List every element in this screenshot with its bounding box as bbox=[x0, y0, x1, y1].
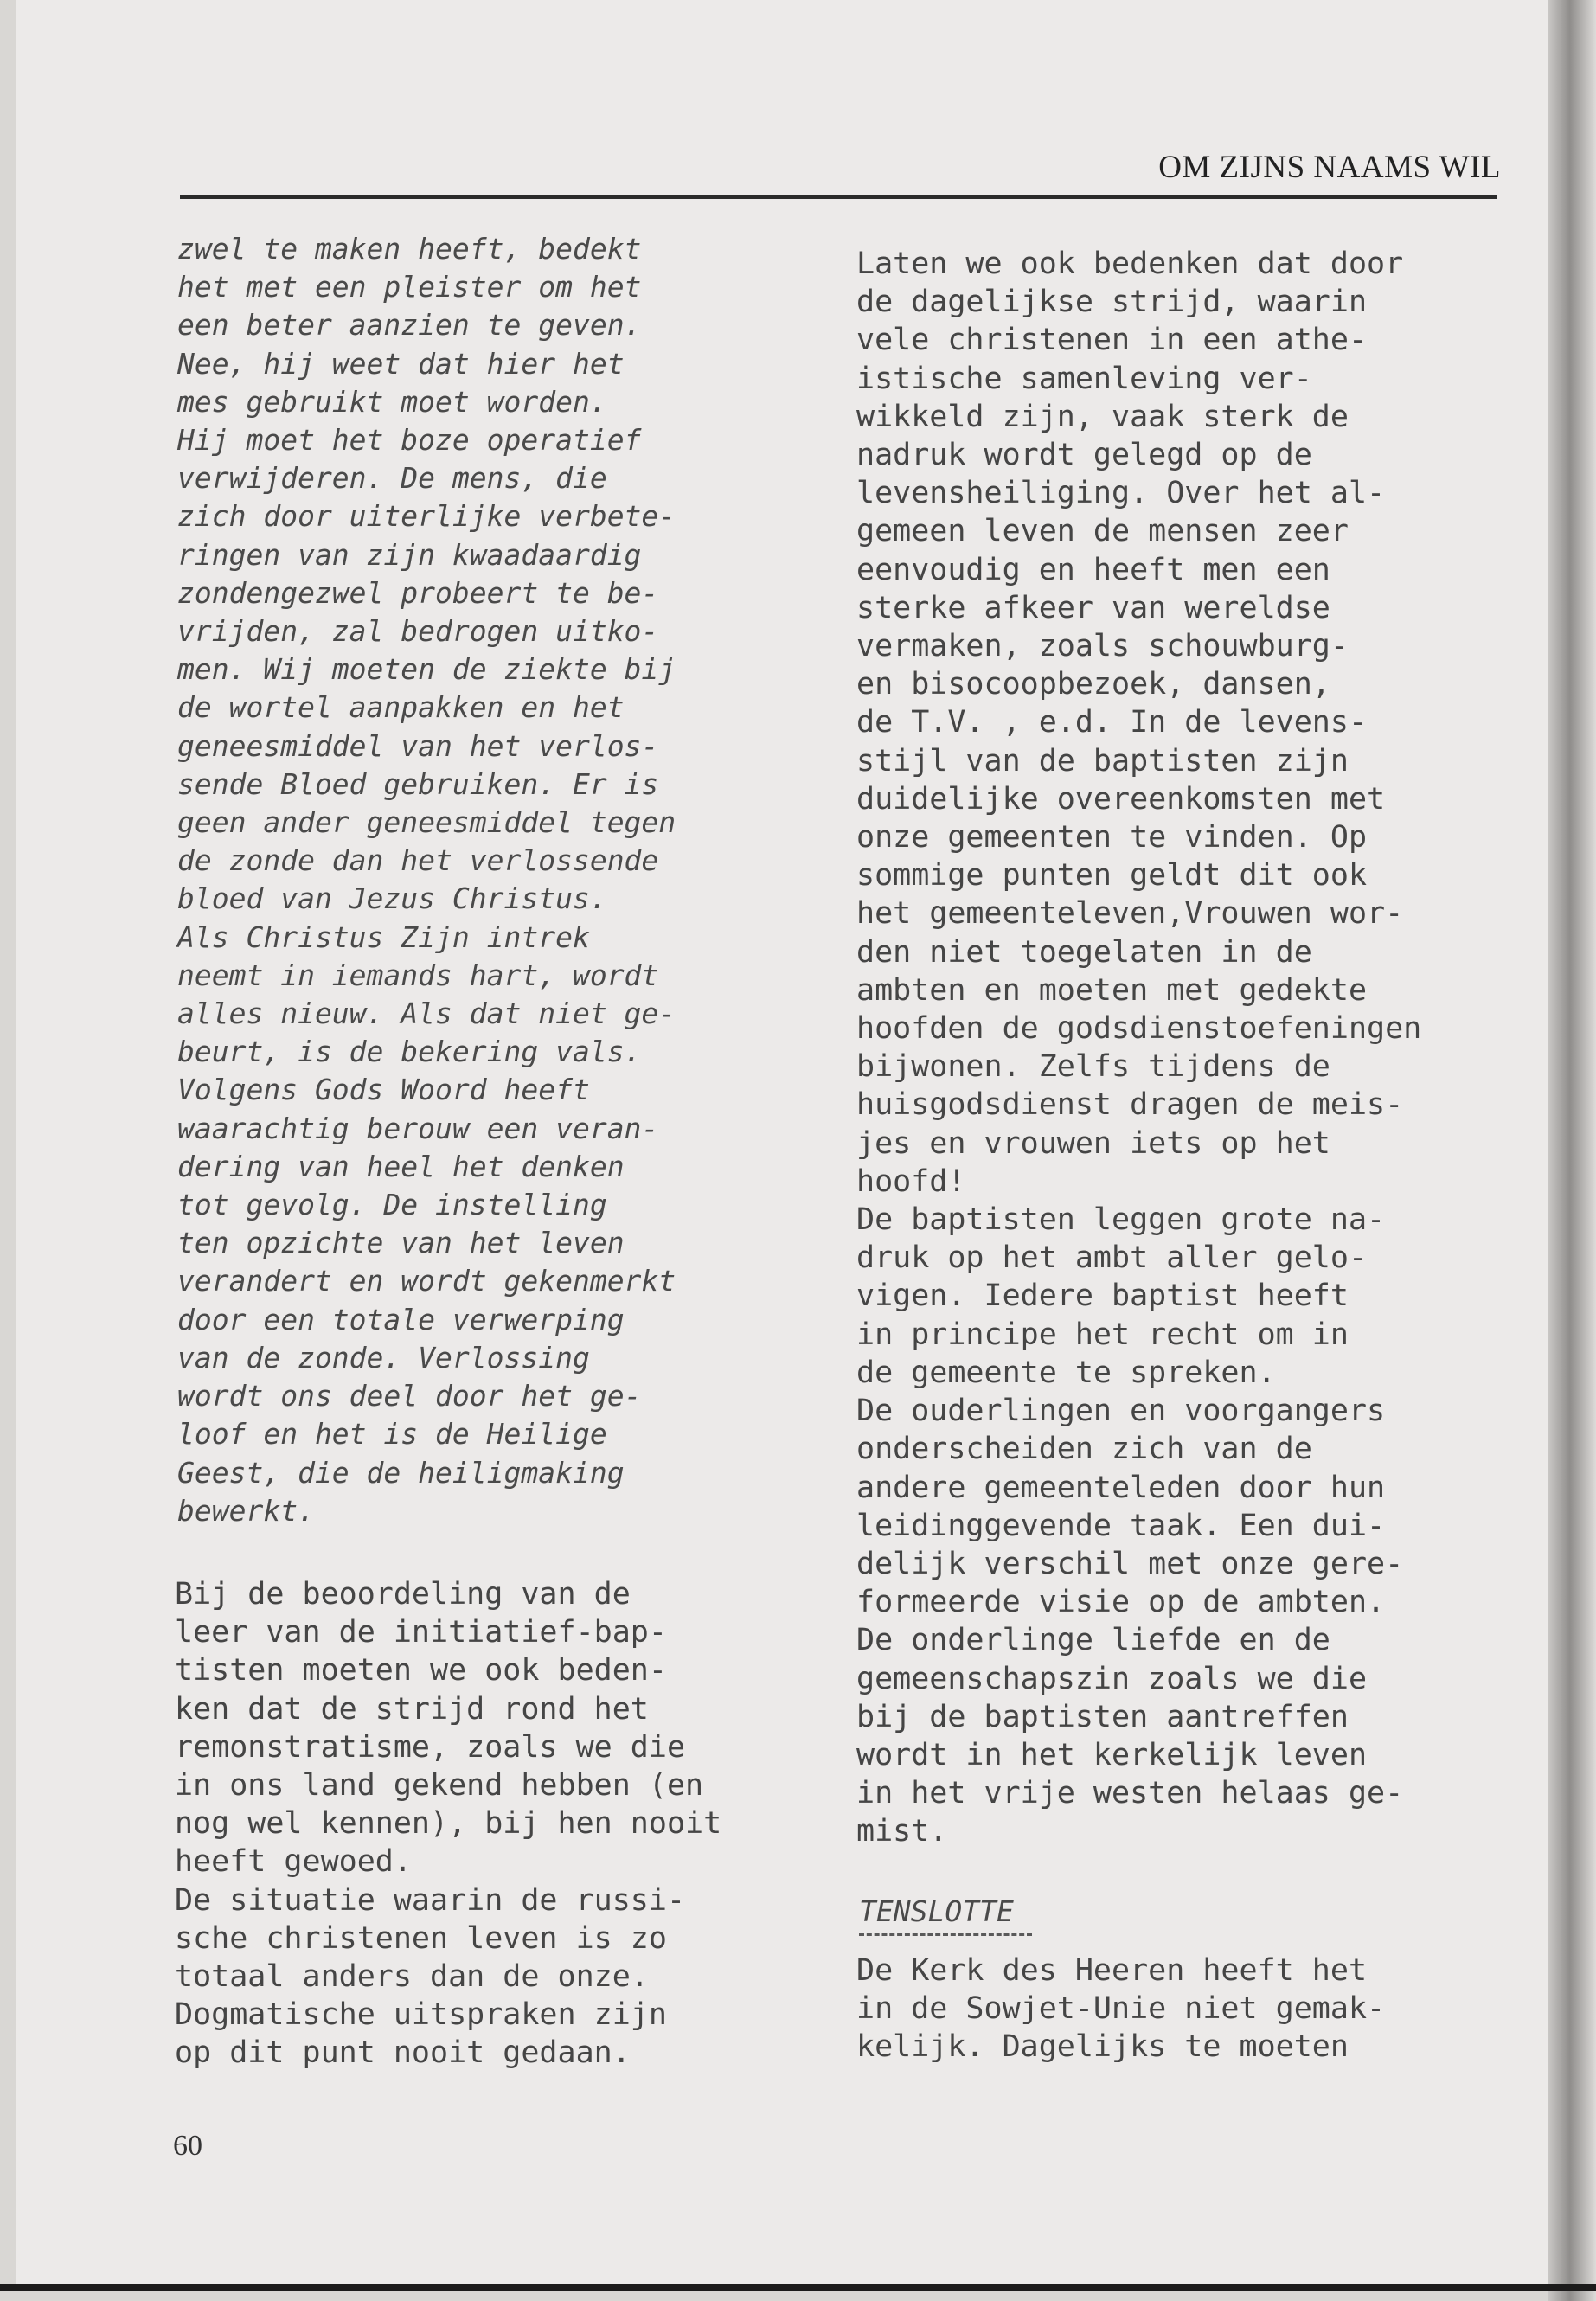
running-title: OM ZIJNS NAAMS WIL bbox=[1158, 150, 1501, 185]
header-rule bbox=[180, 195, 1497, 199]
section-heading-tenslotte: TENSLOTTE bbox=[859, 1894, 1014, 1928]
section-heading-underline bbox=[859, 1933, 1032, 1936]
page-number: 60 bbox=[173, 2130, 202, 2162]
page-gutter-shadow bbox=[1548, 0, 1596, 2301]
right-main-passage: Laten we ook bedenken dat door de dagelijkse strijd, waarin vele christenen in een athe- istische samenleving ver- wikkeld zijn, vaak sterk de nadruk wordt gelegd op de levensheiliging. Over het al- gemeen leven de mensen zeer eenvoudig en heeft men een sterke afkeer van wereldse vermaken, zoals schouwburg- en bisocoopbezoek, dansen, de T.V. , e.d. In de levens- stijl van de baptisten zijn duidelijke overeenkomsten met onze gemeenten te vinden. Op sommige punten geldt dit ook het gemeenteleven,Vrouwen wor- den niet toegelaten in de ambten en moeten met gedekte hoofden de godsdienstoefeningen bijwonen. Zelfs tijdens de huisgodsdienst dragen de meis- jes en vrouwen iets op het hoofd! De baptisten leggen grote na- druk op het ambt aller gelo- vigen. Iedere baptist heeft in principe het recht om in de gemeente te spreken. De ouderlingen en voorgangers onderscheiden zich van de andere gemeenteleden door hun leidinggevende taak. Een dui- delijk verschil met onze gere- formeerde visie op de ambten. De onderlinge liefde en de gemeenschapszin zoals we die bij de baptisten aantreffen wordt in het kerkelijk leven in het vrije westen helaas ge- mist. bbox=[856, 247, 1422, 1849]
bottom-edge-rule bbox=[0, 2284, 1596, 2291]
left-plain-passage: Bij de beoordeling van de leer van de initiatief-bap- tisten moeten we ook beden- ken dat de strijd rond het remonstratisme, zoals we die in ons land gekend hebben (en nog wel kennen), bij hen nooit heeft gewoed. De situatie waarin de russi- sche christenen leven is zo totaal anders dan de onze. Dogmatische uitspraken zijn op dit punt nooit gedaan. bbox=[175, 1577, 722, 2071]
right-closing-passage: De Kerk des Heeren heeft het in de Sowjet-Unie niet gemak- kelijk. Dagelijks te moeten bbox=[856, 1953, 1386, 2065]
left-italic-passage: zwel te maken heeft, bedekt het met een pleister om het een beter aanzien te geven. Nee, hij weet dat hier het mes gebruikt moet worden. Hij moet het boze operatief verwijderen. De mens, die zich door uiterlijke verbete- ringen van zijn kwaadaardig zondengezwel probeert te be- vrijden, zal bedrogen uitko- men. Wij moeten de ziekte bij de wortel aanpakken en het geneesmiddel van het verlos- sende Bloed gebruiken. Er is geen ander geneesmiddel tegen de zonde dan het verlossende bloed van Jezus Christus. Als Christus Zijn intrek neemt in iemands hart, wordt alles nieuw. Als dat niet ge- beurt, is de bekering vals. Volgens Gods Woord heeft waarachtig berouw een veran- dering van heel het denken tot gevolg. De instelling ten opzichte van het leven verandert en wordt gekenmerkt door een totale verwerping van de zonde. Verlossing wordt ons deel door het ge- loof en het is de Heilige Geest, die de heiligmaking bewerkt. bbox=[177, 232, 676, 1528]
